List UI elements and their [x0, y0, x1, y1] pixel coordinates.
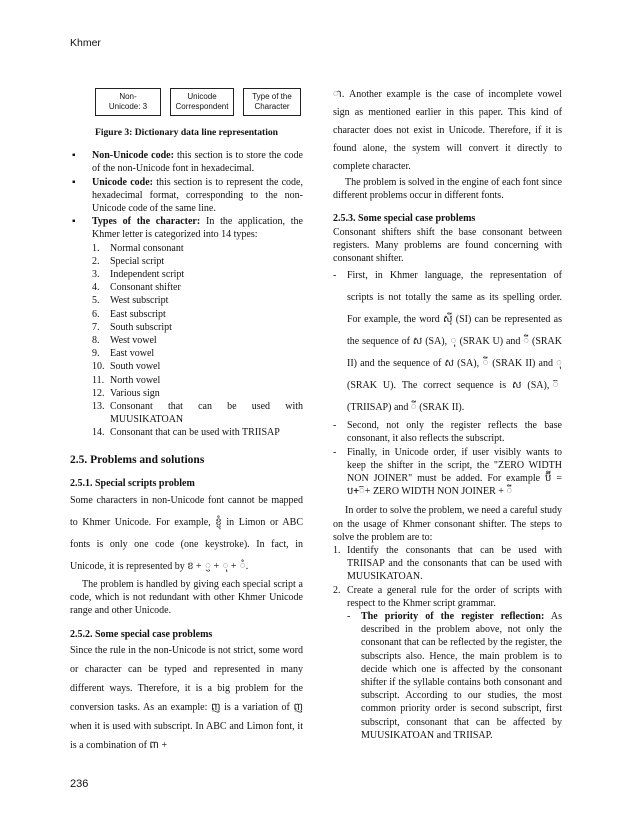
- section-heading-2-5-3: 2.5.3. Some special case problems: [333, 213, 476, 225]
- paragraph: Since the rule in the non-Unicode is not strict, some word or character can be typed and represented in many different ways. Therefore, it is a big problem for the conversion tasks. As an example: ញ is a variation of ញ when it is used with subscript. In ABC and Limon font, it is a combination of ពា +: [70, 644, 303, 751]
- list-item: ▪ Types of the character: In the application, the Khmer letter is categorized into 14 types:: [70, 215, 303, 241]
- list-item: - Finally, in Unicode order, if user visibly wants to keep the shifter in the script, the "ZERO WIDTH NON JOINER" must be added. For example ប៊ី = ប+៊+ ZERO WIDTH NON JOINER + ី: [333, 446, 562, 498]
- dictionary-fields-list: [70, 149, 303, 241]
- list-item: 9. East vowel: [92, 348, 155, 360]
- list-item: 1. Identify the consonants that can be used with TRIISAP and the consonants that can be used with MUUSIKATOAN.: [333, 545, 562, 583]
- list-item: 13. Consonant that can be used with MUUSIKATOAN: [92, 401, 303, 426]
- list-item: 12. Various sign: [92, 387, 160, 399]
- list-item: 6. East subscript: [92, 308, 166, 320]
- left-column: [70, 86, 303, 755]
- figure-3-diagram: [88, 86, 303, 126]
- section-heading-2-5-1: 2.5.1. Special scripts problem: [70, 477, 195, 489]
- list-item: 10. South vowel: [92, 361, 161, 373]
- list-item: - The priority of the register reflection: As described in the problem above, not only the consonant that can be reflected by the register, the subscripts also. Hence, the main problem is to decide which one is affected by the consonant shifter if the syllable contains both consonant and subscript. According to our studies, the most common priority order is second subscript, first subscript, consonant that can be affected by MUUSIKATOAN and TRIISAP.: [347, 611, 563, 741]
- paragraph: ា. Another example is the case of incomplete vowel sign as mentioned earlier in this paper. This kind of character does not exist in Unicode. Therefore, if it is found alone, the system will convert it directly to complete character.: [333, 89, 562, 172]
- list-item: 7. South subscript: [92, 321, 172, 333]
- list-item: 14. Consonant that can be used with TRIISAP: [92, 427, 280, 439]
- list-item: 8. West vowel: [92, 335, 157, 347]
- list-item: 4. Consonant shifter: [92, 282, 181, 294]
- right-column: [333, 86, 562, 742]
- paragraph: The problem is solved in the engine of each font since different problems occur in different fonts.: [333, 177, 562, 202]
- list-item: 3. Independent script: [92, 269, 185, 281]
- section-heading-2-5: 2.5. Problems and solutions: [70, 453, 205, 466]
- paragraph: Consonant shifters shift the base consonant between registers. Many problems are found concerning with consonant shifter.: [333, 226, 562, 265]
- paragraph: The problem is handled by giving each special script a code, which is not redundant with other Khmer Unicode range and other Unicode.: [70, 579, 303, 617]
- list-item: 2. Special script: [92, 255, 165, 267]
- list-item: 5. West subscript: [92, 295, 169, 307]
- list-item: 2. Create a general rule for the order of scripts with respect to the Khmer script grammar.: [333, 584, 562, 609]
- list-item: ▪ Non-Unicode code: this section is to store the code of the non-Unicode font in hexadecimal.: [70, 149, 303, 175]
- figure-caption: Figure 3: Dictionary data line representation: [94, 127, 279, 138]
- figure-box-type: Type of the Character: [243, 88, 301, 116]
- paragraph: In order to solve the problem, we need a careful study on the usage of Khmer consonant shifter. The steps to solve the problem are to:: [333, 505, 562, 543]
- running-header: Khmer: [70, 37, 101, 49]
- character-types-list: [70, 242, 303, 440]
- list-item: 1. Normal consonant: [92, 242, 184, 254]
- figure-box-unicode: Unicode Correspondent: [170, 88, 234, 116]
- paragraph: Some characters in non-Unicode font cannot be mapped to Khmer Unicode. For example, ខ្ញុំ in Limon or ABC fonts is only one code (one keystroke). In fact, in Unicode, it is represented by ខ + ្ញ + ុ + ំ.: [70, 495, 303, 573]
- list-item: - First, in Khmer language, the representation of scripts is not totally the same as its spelling order. For example, the word ស៊ី (SI) can be represented as the sequence of ស (SA), ុ (SRAK U) and ី (SRAK II) and the sequence of ស (SA), ី (SRAK II) and ុ (SRAK U). The correct sequence is ស (SA), ៊ (TRIISAP) and ី (SRAK II).: [333, 270, 562, 414]
- list-item: 11. North vowel: [92, 374, 161, 386]
- list-item: - Second, not only the register reflects the base consonant, it also reflects the subscript.: [333, 420, 562, 445]
- list-item: ▪ Unicode code: this section is to represent the code, hexadecimal format, corresponding to the non-Unicode code of the same line.: [70, 176, 303, 216]
- page-number: 236: [70, 778, 89, 790]
- section-heading-2-5-2: 2.5.2. Some special case problems: [70, 628, 213, 640]
- figure-box-non-unicode: Non- Unicode: 3: [95, 88, 161, 116]
